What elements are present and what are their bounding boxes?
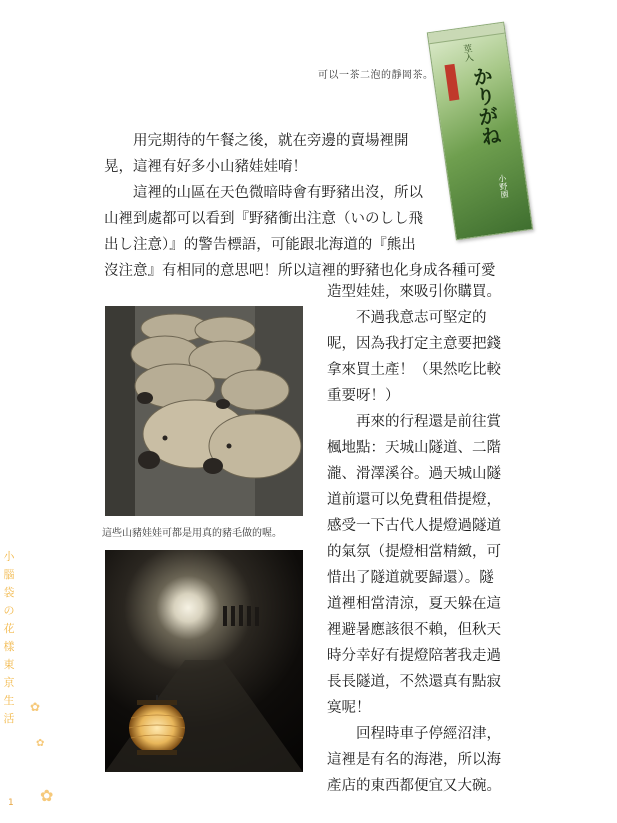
article-line: 重要呀！） bbox=[327, 388, 400, 404]
article-line: 產店的東西都便宜又大碗。 bbox=[327, 778, 501, 794]
article-line: 裡避暑應該很不賴，但秋天 bbox=[327, 622, 501, 638]
article-line: 道裡相當清涼，夏天躲在這 bbox=[327, 596, 501, 612]
side-title-char: 樣 bbox=[3, 640, 15, 653]
article-line: 的氣氛（提燈相當精緻，可 bbox=[327, 544, 501, 560]
article-line: 出し注意）』的警告標語，可能跟北海道的『熊出 bbox=[104, 237, 416, 253]
article-line: 時分幸好有提燈陪著我走過 bbox=[327, 648, 501, 664]
article-line: 呢，因為我打定主意要把錢 bbox=[327, 336, 501, 352]
flower-icon: ✿ bbox=[40, 786, 54, 805]
article-line: 拿來買土產！（果然吃比較 bbox=[327, 362, 501, 378]
side-title-char: の bbox=[3, 604, 15, 617]
article-line: 道前還可以免費租借提燈， bbox=[327, 492, 501, 508]
article-line: 楓地點：天城山隧道、二階 bbox=[327, 440, 501, 456]
tea-package-small-text: 莖入 bbox=[460, 43, 474, 63]
article-line: 惜出了隧道就要歸還）。隧 bbox=[327, 570, 494, 586]
article-line: 造型娃娃，來吸引你購買。 bbox=[327, 284, 501, 300]
article-line: 感受一下古代人提燈過隧道 bbox=[327, 518, 501, 534]
boar-dolls-photo bbox=[105, 306, 303, 516]
tea-package-brand: かりがね bbox=[468, 64, 504, 148]
side-title-char: 東 bbox=[3, 658, 15, 671]
boar-photo-caption: 這些山豬娃娃可都是用真的豬毛做的喔。 bbox=[102, 528, 282, 539]
side-title-char: 小 bbox=[3, 550, 15, 563]
article-line: 不過我意志可堅定的 bbox=[356, 310, 487, 326]
article-line: 寞呢！ bbox=[327, 700, 371, 716]
article-line: 沒注意』有相同的意思吧！所以這裡的野豬也化身成各種可愛 bbox=[104, 263, 496, 279]
article-right-column bbox=[327, 279, 542, 799]
side-title-char: 生 bbox=[3, 694, 15, 707]
article-line: 回程時車子停經沼津， bbox=[356, 726, 501, 742]
page-number: 1 bbox=[8, 798, 14, 808]
tea-caption: 可以一茶二泡的靜岡茶。 bbox=[318, 70, 434, 81]
article-line: 晃，這裡有好多小山豬娃娃唷！ bbox=[104, 159, 307, 175]
side-title-char: 京 bbox=[3, 676, 15, 689]
side-title-char: 袋 bbox=[3, 586, 15, 599]
flower-icon: ✿ bbox=[36, 738, 45, 749]
article-top-paragraph bbox=[104, 128, 534, 284]
article-line: 瀧、滑澤溪谷。過天城山隧 bbox=[327, 466, 501, 482]
side-title-char: 花 bbox=[3, 622, 15, 635]
article-line: 長長隧道，不然還真有點寂 bbox=[327, 674, 501, 690]
side-title-char: 活 bbox=[3, 712, 15, 725]
article-line: 用完期待的午餐之後，就在旁邊的賣場裡開 bbox=[133, 133, 409, 149]
book-side-title bbox=[2, 548, 16, 728]
side-title-char: 腦 bbox=[3, 568, 15, 581]
tea-package-red-label bbox=[445, 64, 460, 101]
tea-package-logo: 小野園 bbox=[497, 173, 510, 199]
article-line: 山裡到處都可以看到『野豬衝出注意（いのしし飛 bbox=[104, 211, 423, 227]
tunnel-illustration bbox=[105, 550, 303, 772]
article-line: 這裡的山區在天色微暗時會有野豬出沒，所以 bbox=[133, 185, 423, 201]
lantern-icon bbox=[129, 695, 185, 755]
article-line: 再來的行程還是前往賞 bbox=[356, 414, 501, 430]
boar-dolls-illustration bbox=[105, 306, 303, 516]
flower-icon: ✿ bbox=[30, 700, 41, 714]
tea-package-top-band bbox=[428, 23, 505, 44]
tunnel-photo bbox=[105, 550, 303, 772]
article-line: 這裡是有名的海港，所以海 bbox=[327, 752, 501, 768]
